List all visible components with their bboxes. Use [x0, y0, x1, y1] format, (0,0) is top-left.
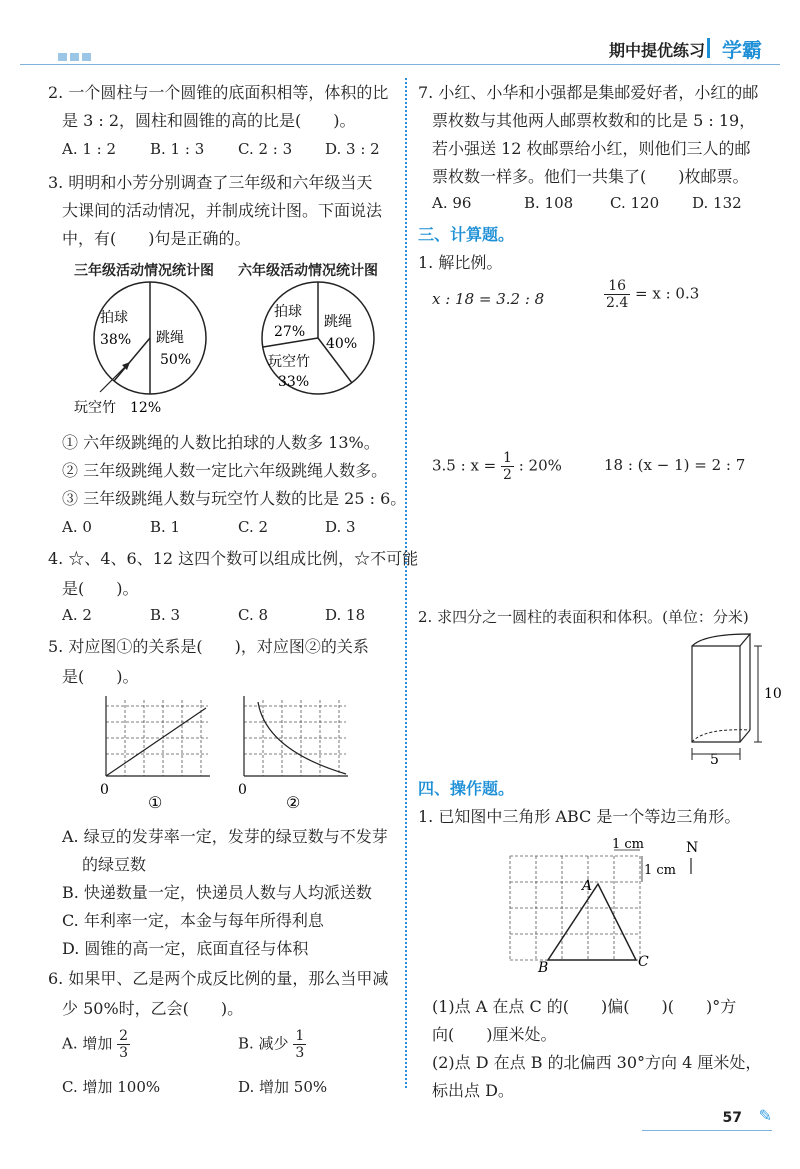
q6-option-d: D. 增加 50% — [238, 1078, 328, 1096]
triangle-grid — [510, 856, 640, 960]
dim-height-label: 10 — [764, 686, 782, 702]
q-op1-part1-line2: 向( )厘米处。 — [432, 1025, 557, 1044]
chart2-pct-tiaosheng: 40% — [326, 336, 358, 352]
q6-option-a — [62, 1028, 130, 1061]
q3-option-b: B. 1 — [150, 518, 181, 536]
chart1-label-paiqiu: 拍球 — [100, 310, 128, 326]
q3-line2: 大课间的活动情况，并制成统计图。下面说法 — [62, 201, 383, 220]
chart2-label-tiaosheng: 跳绳 — [324, 314, 352, 330]
equation-2-fraction — [604, 278, 630, 311]
header-rule — [20, 64, 780, 65]
quarter-cylinder-figure — [680, 632, 790, 767]
q4-option-d: D. 18 — [325, 606, 366, 624]
equation-3-left: 3.5 : x = — [432, 456, 497, 475]
point-a-label: A — [582, 878, 593, 894]
q4-option-b: B. 3 — [150, 606, 181, 624]
q6-option-b-fraction — [293, 1028, 306, 1061]
q6-option-a-text: A. 增加 — [62, 1034, 113, 1053]
pencil-icon: ✎ — [758, 1106, 772, 1125]
point-c-label: C — [638, 954, 649, 970]
q5-line2: 是( )。 — [62, 667, 139, 686]
q2-option-a: A. 1 : 2 — [62, 140, 117, 158]
q3-pie-charts — [60, 280, 400, 420]
q4-line2: 是( )。 — [62, 579, 139, 598]
q7-line2: 票枚数与其他两人邮票枚数和的比是 5 : 19， — [432, 111, 756, 130]
q3-statement-2: ② 三年级跳绳人数一定比六年级跳绳人数多。 — [62, 461, 388, 480]
q6-b-numerator: 1 — [295, 1028, 305, 1044]
footer-rule — [642, 1130, 772, 1131]
q3-line3: 中，有( )句是正确的。 — [62, 229, 251, 248]
graph1-grid — [106, 700, 208, 776]
q6-option-b-text: B. 减少 — [238, 1034, 289, 1053]
q4-option-a: A. 2 — [62, 606, 92, 624]
q6-option-a-fraction — [117, 1028, 130, 1061]
section3-sub1: 1. 解比例。 — [418, 253, 503, 272]
chart2-label-wankongzhu: 玩空竹 — [268, 354, 310, 370]
header-brand-logo: 学霸 — [722, 38, 762, 62]
north-label: N — [686, 840, 699, 856]
equation-1: x : 18 = 3.2 : 8 — [432, 290, 545, 308]
q2-option-b: B. 1 : 3 — [150, 140, 205, 158]
q-op1-part2-line1: (2)点 D 在点 B 的北偏西 30°方向 4 厘米处， — [432, 1053, 762, 1072]
q7-option-b: B. 108 — [524, 194, 574, 212]
q6-option-b — [238, 1028, 306, 1061]
q5-option-d: D. 圆锥的高一定，底面直径与体积 — [62, 939, 309, 958]
q6-a-denominator: 3 — [119, 1045, 129, 1061]
point-b-label: B — [538, 960, 549, 976]
q6-line1: 6. 如果甲、乙是两个成反比例的量，那么当甲减 — [48, 969, 389, 988]
q-op1-part2-line2: 标出点 D。 — [432, 1081, 514, 1100]
column-divider — [405, 78, 407, 1088]
q5-graphs — [96, 690, 356, 820]
q2-option-c: C. 2 : 3 — [238, 140, 293, 158]
chart1-label-wankongzhu: 玩空竹 — [74, 400, 116, 416]
eq2-numerator: 16 — [604, 278, 630, 295]
chart1-pct-tiaosheng: 50% — [160, 352, 192, 368]
header-title: 期中提优练习 — [608, 41, 705, 60]
q3-line1: 3. 明明和小芳分别调查了三年级和六年级当天 — [48, 173, 373, 192]
triangle-grid-figure — [500, 832, 720, 982]
q7-option-a: A. 96 — [432, 194, 472, 212]
equation-3-fraction — [501, 450, 514, 483]
section3-title: 三、计算题。 — [418, 225, 515, 244]
q3-statement-3: ③ 三年级跳绳人数与玩空竹人数的比是 25 : 6。 — [62, 489, 407, 508]
section4-title: 四、操作题。 — [418, 779, 515, 798]
header-separator — [707, 38, 710, 58]
graph2-origin: 0 — [238, 782, 247, 798]
q2-line1: 2. 一个圆柱与一个圆锥的底面积相等，体积的比 — [48, 83, 389, 102]
q5-option-b: B. 快递数量一定，快递员人数与人均派送数 — [62, 883, 372, 902]
q7-option-d: D. 132 — [692, 194, 742, 212]
grid-width-label: 1 cm — [612, 837, 645, 852]
grid-height-label: 1 cm — [644, 863, 677, 878]
q7-option-c: C. 120 — [610, 194, 660, 212]
equation-2 — [604, 278, 699, 311]
chart2-pct-wankongzhu: 33% — [278, 374, 310, 390]
q6-line2: 少 50%时，乙会( )。 — [62, 999, 244, 1018]
section3-sub2: 2. 求四分之一圆柱的表面积和体积。(单位：分米) — [418, 608, 749, 626]
graph1-origin: 0 — [100, 782, 109, 798]
q7-line3: 若小强送 12 枚邮票给小红，则他们三人的邮 — [432, 139, 751, 158]
q5-option-a-line2: 的绿豆数 — [82, 855, 147, 874]
chart1-label-tiaosheng: 跳绳 — [156, 330, 184, 346]
q7-line1: 7. 小红、小华和小强都是集邮爱好者，小红的邮 — [418, 83, 759, 102]
equation-3 — [432, 450, 562, 483]
q6-b-denominator: 3 — [295, 1045, 305, 1061]
header-decoration — [58, 46, 94, 65]
equation-2-rest: = x : 0.3 — [635, 284, 700, 303]
graph2-grid — [244, 700, 346, 776]
q3-option-c: C. 2 — [238, 518, 269, 536]
chart2-pct-paiqiu: 27% — [274, 324, 306, 340]
triangle-abc — [548, 884, 636, 960]
q5-option-c: C. 年利率一定，本金与每年所得利息 — [62, 911, 324, 930]
equation-3-right: : 20% — [518, 456, 562, 475]
q2-line2: 是 3 : 2，圆柱和圆锥的高的比是( )。 — [62, 111, 356, 130]
q6-option-c: C. 增加 100% — [62, 1078, 161, 1096]
chart1-title: 三年级活动情况统计图 — [74, 263, 214, 279]
graph2-label: ② — [286, 793, 301, 812]
q7-line4: 票枚数一样多。他们一共集了( )枚邮票。 — [432, 167, 749, 186]
graph1-line — [106, 708, 206, 776]
q5-line1: 5. 对应图①的关系是( )，对应图②的关系 — [48, 637, 369, 656]
eq2-denominator: 2.4 — [606, 295, 629, 311]
chart2-title: 六年级活动情况统计图 — [238, 263, 378, 279]
eq3-numerator: 1 — [503, 450, 512, 466]
q4-option-c: C. 8 — [238, 606, 269, 624]
q6-a-numerator: 2 — [119, 1028, 129, 1044]
chart2-label-paiqiu: 拍球 — [274, 304, 302, 320]
eq3-denominator: 2 — [503, 467, 512, 483]
q3-statement-1: ① 六年级跳绳的人数比拍球的人数多 13%。 — [62, 433, 380, 452]
page-number: 57 — [722, 1110, 742, 1126]
graph1-label: ① — [148, 793, 163, 812]
q3-option-a: A. 0 — [62, 518, 92, 536]
q5-option-a-line1: A. 绿豆的发芽率一定，发芽的绿豆数与不发芽 — [62, 827, 388, 846]
q4-line1: 4. ☆、4、6、12 这四个数可以组成比例，☆不可能 — [48, 549, 419, 568]
q2-option-d: D. 3 : 2 — [325, 140, 380, 158]
chart1-pct-wankongzhu: 12% — [130, 400, 162, 416]
q3-option-d: D. 3 — [325, 518, 356, 536]
equation-4: 18 : (x − 1) = 2 : 7 — [604, 456, 746, 474]
dim-radius-label: 5 — [710, 752, 719, 767]
section4-sub1: 1. 已知图中三角形 ABC 是一个等边三角形。 — [418, 807, 741, 826]
chart1-pct-paiqiu: 38% — [100, 332, 132, 348]
q-op1-part1-line1: (1)点 A 在点 C 的( )偏( )( )°方 — [432, 997, 737, 1016]
